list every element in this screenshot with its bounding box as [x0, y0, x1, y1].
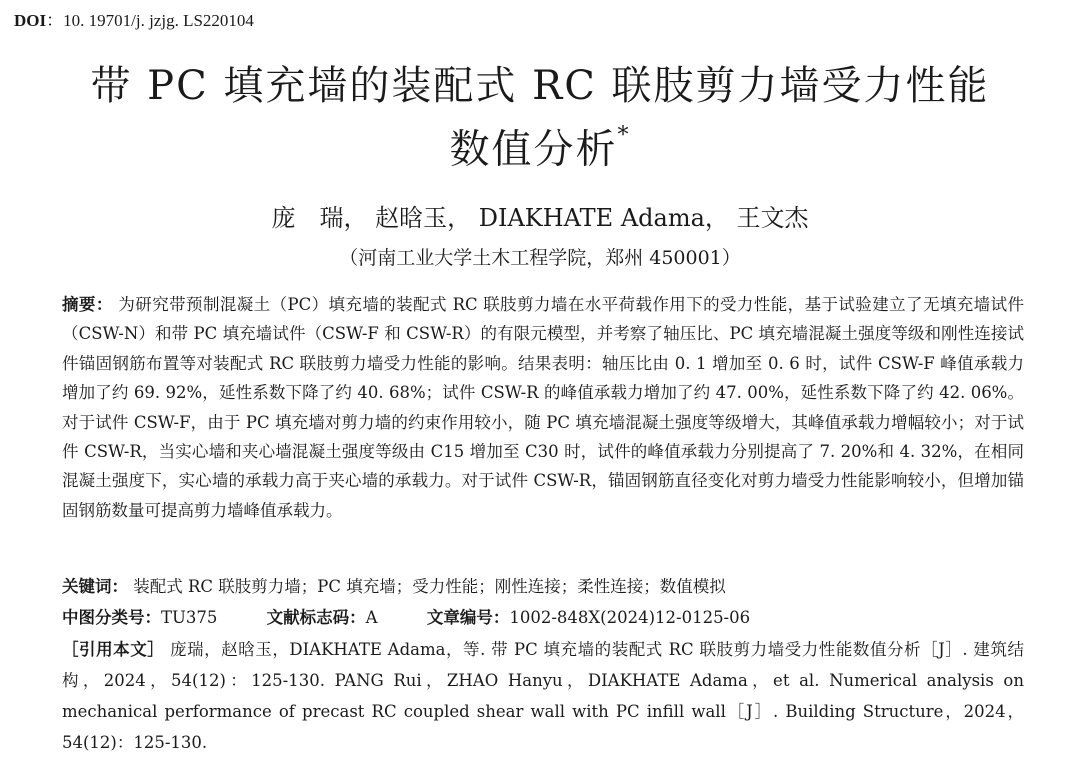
citation: [62, 634, 1024, 758]
paper-title: [0, 58, 1080, 177]
citation-label: ［引用本文］: [62, 640, 165, 659]
affiliation: （河南工业大学土木工程学院，郑州 450001）: [339, 247, 741, 269]
classification-line: [62, 604, 1024, 632]
abstract: [62, 290, 1024, 525]
keywords-label: 关键词：: [62, 577, 128, 596]
doc-code-segment: [267, 604, 378, 632]
clc-value: TU375: [161, 608, 218, 627]
doc-code-value: A: [365, 608, 378, 627]
keywords: [62, 573, 1024, 601]
keywords-text: 装配式 RC 联肢剪力墙；PC 填充墙；受力性能；刚性连接；柔性连接；数值模拟: [128, 577, 726, 596]
author-list: 庞 瑞， 赵晗玉， DIAKHATE Adama， 王文杰: [271, 204, 809, 232]
doi-value: ：10. 19701/j. jzjg. LS220104: [46, 11, 254, 30]
title-line-1: 带 PC 填充墙的装配式 RC 联肢剪力墙受力性能: [90, 63, 990, 109]
doi-label: DOI: [14, 11, 47, 30]
title-line-2-text: 数值分析: [449, 126, 618, 173]
article-number-segment: [427, 604, 750, 632]
article-number-value: 1002-848X(2024)12-0125-06: [509, 608, 751, 627]
doi-line: [14, 6, 254, 31]
citation-text: 庞瑞，赵晗玉，DIAKHATE Adama，等. 带 PC 填充墙的装配式 RC 联肢剪力墙受力性能数值分析［J］. 建筑结构，2024，54(12)：125-130. PANG Rui，ZHAO Hanyu，DIAKHATE Adama，et al. Numerical analysis on mechanical performance of precast RC coupled shear wall with PC infill wall［J］. Building Structure，2024，54(12)：125-130.: [62, 640, 1024, 752]
abstract-text: 为研究带预制混凝土（PC）填充墙的装配式 RC 联肢剪力墙在水平荷载作用下的受力性能，基于试验建立了无填充墙试件（CSW-N）和带 PC 填充墙试件（CSW-F 和 CSW-R）的有限元模型，并考察了轴压比、PC 填充墙混凝土强度等级和刚性连接试件锚固钢筋布置等对装配式 RC 联肢剪力墙受力性能的影响。结果表明：轴压比由 0. 1 增加至 0. 6 时，试件 CSW-F 峰值承载力增加了约 69. 92%，延性系数下降了约 40. 68%；试件 CSW-R 的峰值承载力增加了约 47. 00%，延性系数下降了约 42. 06%。对于试件 CSW-F，由于 PC 填充墙对剪力墙的约束作用较小，随 PC 填充墙混凝土强度等级增大，其峰值承载力增幅较小；对于试件 CSW-R，当实心墙和夹心墙混凝土强度等级由 C15 增加至 C30 时，试件的峰值承载力分别提高了 7. 20%和 4. 32%，在相同混凝土强度下，实心墙的承载力高于夹心墙的承载力。对于试件 CSW-R，锚固钢筋直径变化对剪力墙受力性能影响较小，但增加锚固钢筋数量可提高剪力墙峰值承载力。: [62, 295, 1024, 520]
clc-label: 中图分类号：: [62, 608, 161, 627]
doc-code-label: 文献标志码：: [266, 608, 366, 627]
abstract-label: 摘要：: [62, 295, 113, 314]
article-number-label: 文章编号：: [426, 608, 510, 627]
title-footnote-mark: *: [617, 123, 631, 148]
clc-segment: [62, 604, 217, 632]
title-line-2: [0, 114, 1080, 177]
